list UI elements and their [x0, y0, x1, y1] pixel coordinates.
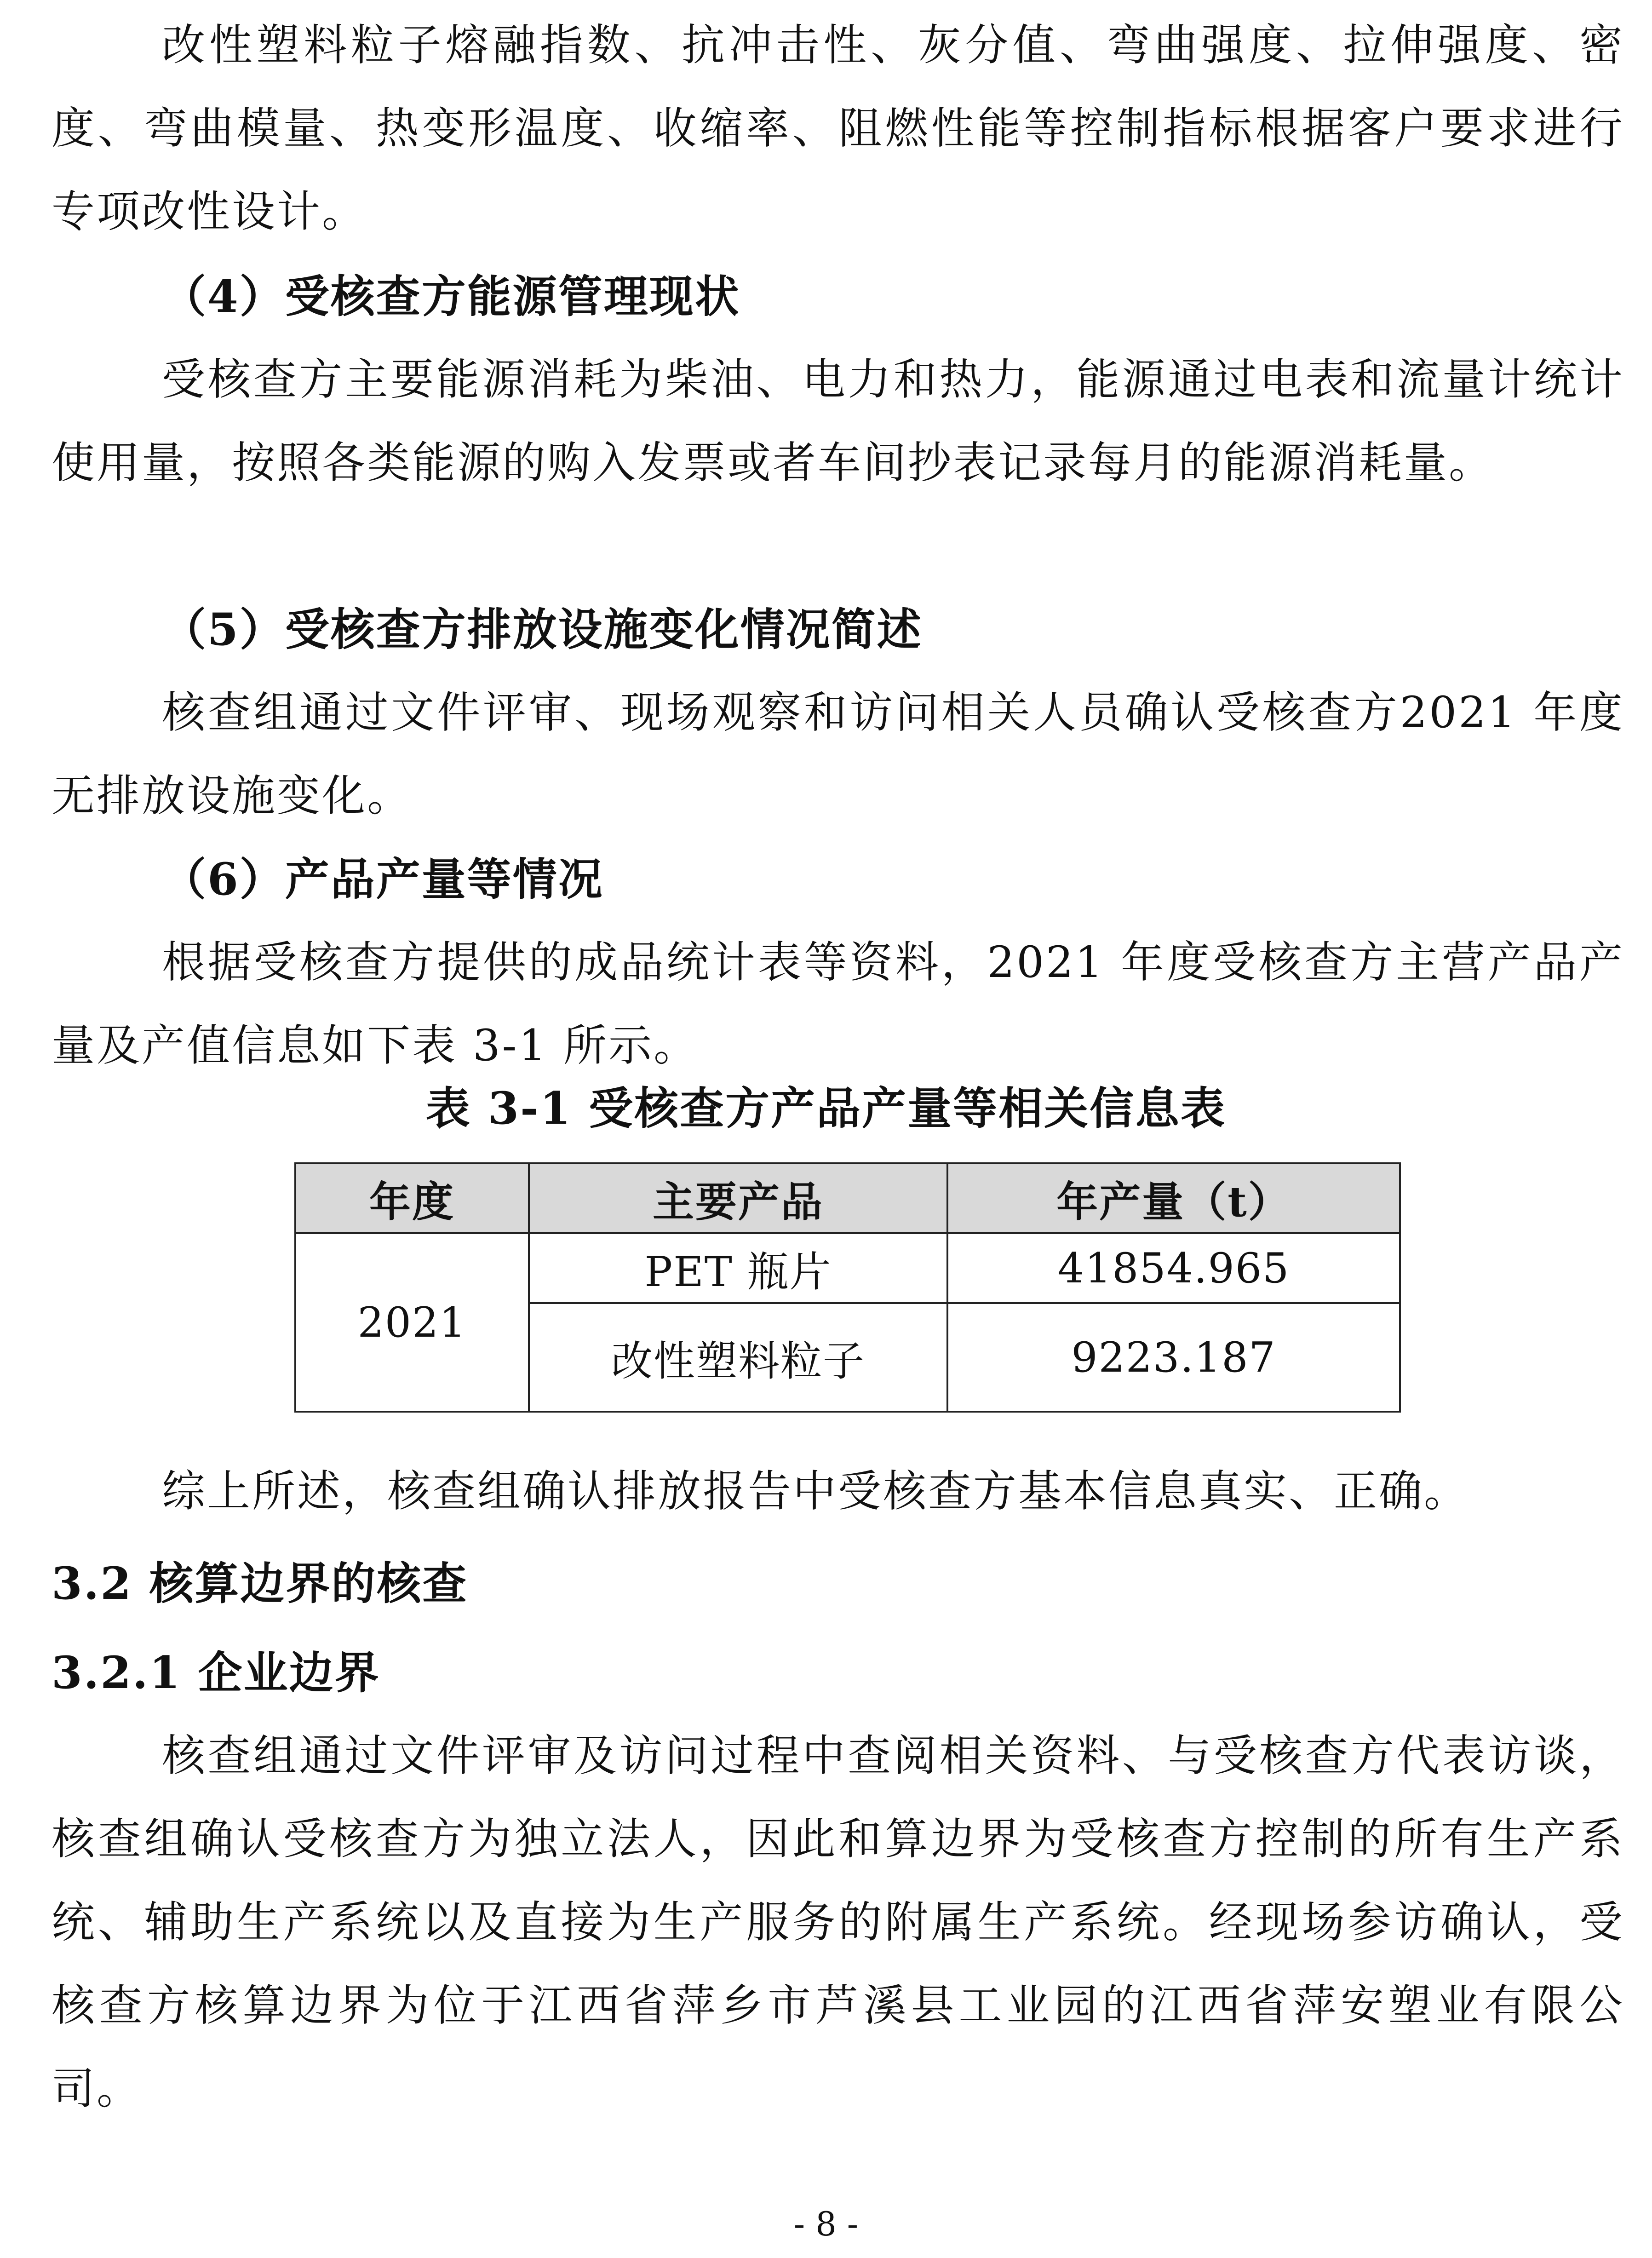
product-output-table — [294, 1162, 1401, 1413]
table-header-row — [295, 1163, 1400, 1233]
heading-emission-facility-changes: （5）受核查方排放设施变化情况简述 — [162, 603, 923, 655]
paragraph-energy-management: 受核查方主要能源消耗为柴油、电力和热力，能源通过电表和流量计统计使用量，按照各类能源的购入发票或者车间抄表记录每月的能源消耗量。 — [52, 355, 1624, 488]
header-main-product: 主要产品 — [529, 1163, 947, 1233]
section-heading-enterprise-boundary: 3.2.1 企业边界 — [52, 1647, 380, 1699]
cell-output: 41854.965 — [947, 1233, 1400, 1303]
paragraph-enterprise-boundary: 核查组通过文件评审及访问过程中查阅相关资料、与受核查方代表访谈，核查组确认受核查方为独立法人，因此和算边界为受核查方控制的所有生产系统、辅助生产系统以及直接为生产服务的附属生产系统。经现场参访确认，受核查方核算边界为位于江西省萍乡市芦溪县工业园的江西省萍安塑业有限公司。 — [52, 1731, 1624, 2114]
cell-output: 9223.187 — [947, 1303, 1400, 1412]
cell-product: PET 瓶片 — [529, 1233, 947, 1303]
header-year: 年度 — [295, 1163, 529, 1233]
header-annual-output: 年产量（t） — [947, 1163, 1400, 1233]
table-row — [295, 1233, 1400, 1303]
paragraph-product-output: 根据受核查方提供的成品统计表等资料，2021 年度受核查方主营产品产量及产值信息如下表 3-1 所示。 — [52, 937, 1624, 1071]
heading-product-output: （6）产品产量等情况 — [162, 853, 604, 905]
table-caption: 表 3-1 受核查方产品产量等相关信息表 — [425, 1082, 1227, 1134]
cell-year: 2021 — [295, 1233, 529, 1412]
paragraph-emission-facility-changes: 核查组通过文件评审、现场观察和访问相关人员确认受核查方2021 年度无排放设施变化。 — [52, 688, 1624, 821]
paragraph-modification-design: 改性塑料粒子熔融指数、抗冲击性、灰分值、弯曲强度、拉伸强度、密度、弯曲模量、热变形温度、收缩率、阻燃性能等控制指标根据客户要求进行专项改性设计。 — [52, 20, 1624, 237]
page-number: - 8 - — [793, 2205, 859, 2243]
section-heading-accounting-boundary: 3.2 核算边界的核查 — [52, 1557, 468, 1609]
cell-product: 改性塑料粒子 — [529, 1303, 947, 1412]
paragraph-conclusion: 综上所述，核查组确认排放报告中受核查方基本信息真实、正确。 — [162, 1466, 1469, 1517]
heading-energy-management: （4）受核查方能源管理现状 — [162, 270, 740, 322]
